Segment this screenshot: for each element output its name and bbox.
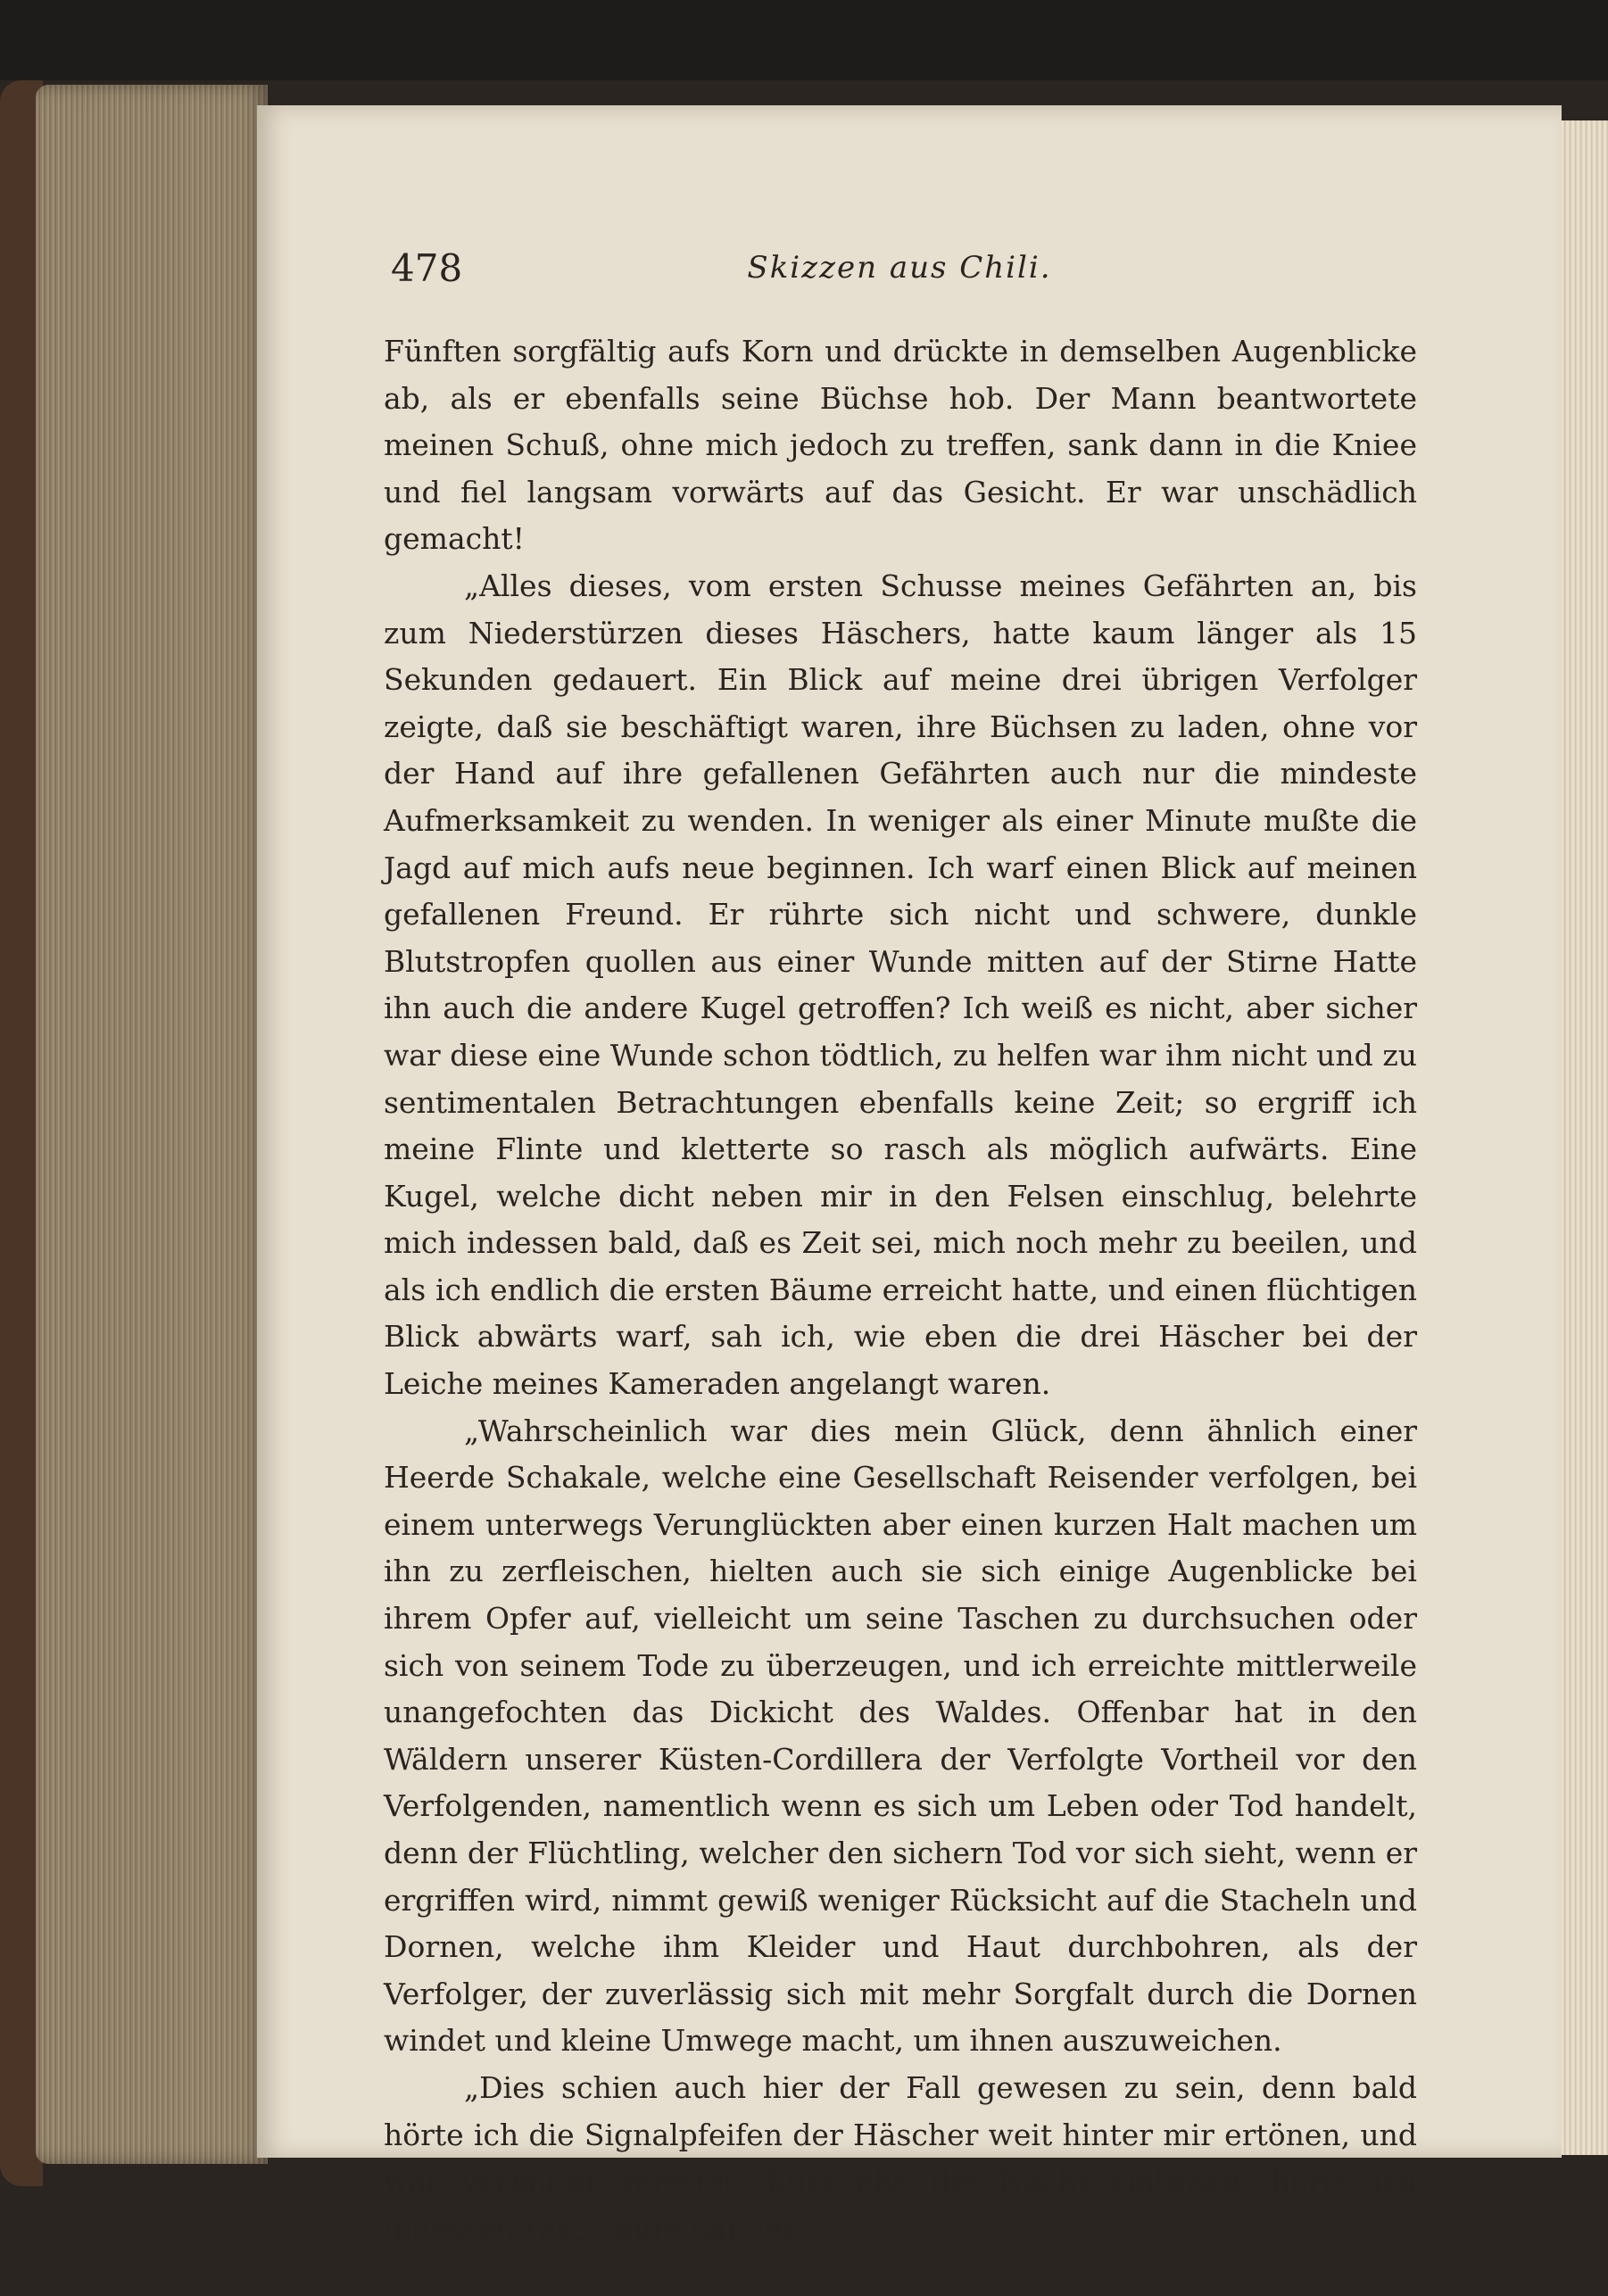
paragraph: „Alles dieses, vom ersten Schusse meines Gefährten an, bis zum Niederstürzen dieses Häschers, hatte kaum länger als 15 Sekunden gedauert. Ein Blick auf meine drei übrigen Verfolger zeigte, daß sie beschäftigt waren, ihre Büchsen zu laden, ohne vor der Hand auf ihre gefallenen Gefährten auch nur die mindeste Aufmerksamkeit zu wenden. In weniger als einer Minute mußte die Jagd auf mich aufs neue beginnen. Ich warf einen Blick auf meinen gefallenen Freund. Er rührte sich nicht und schwere, dunkle Blutstropfen quollen aus einer Wunde mitten auf der Stirne Hatte ihn auch die andere Kugel getroffen? Ich weiß es nicht, aber sicher war diese eine Wunde schon tödtlich, zu helfen war ihm nicht und zu sentimentalen Betrachtungen ebenfalls keine Zeit; so ergriff ich meine Flinte und kletterte so rasch als möglich aufwärts. Eine Kugel, welche dicht neben mir in den Felsen einschlug, belehrte mich indessen bald, daß es Zeit sei, mich noch mehr zu beeilen, und als ich endlich die ersten Bäume erreicht hatte, und einen flüchtigen Blick abwärts warf, sah ich, wie eben die drei Häscher bei der Leiche meines Kameraden angelangt waren. xyxy=(384,568,1417,1402)
page-stack-right xyxy=(1560,120,1608,2155)
page-stack-left xyxy=(36,85,268,2164)
body-text xyxy=(384,328,1417,2252)
paragraph: „Wahrscheinlich war dies mein Glück, denn ähnlich einer Heerde Schakale, welche eine Gesellschaft Reisender verfolgen, bei einem unterwegs Verunglückten aber einen kurzen Halt machen um ihn zu zerfleischen, hielten auch sie sich einige Augenblicke bei ihrem Opfer auf, vielleicht um seine Taschen zu durchsuchen oder sich von seinem Tode zu überzeugen, und ich erreichte mittlerweile unangefochten das Dickicht des Waldes. Offenbar hat in den Wäldern unserer Küsten-Cordillera der Verfolgte Vortheil vor den Verfolgenden, namentlich wenn es sich um Leben oder Tod handelt, denn der Flüchtling, welcher den sichern Tod vor sich sieht, wenn er ergriffen wird, nimmt gewiß weniger Rücksicht auf die Stacheln und Dornen, welche ihm Kleider und Haut durchbohren, als der Verfolger, der zuverlässig sich mit mehr Sorgfalt durch die Dornen windet und kleine Umwege macht, um ihnen auszuweichen. xyxy=(384,1413,1417,2059)
book-page xyxy=(257,105,1562,2246)
running-title: Skizzen aus Chili. xyxy=(747,250,1052,286)
page-number: 478 xyxy=(391,246,463,290)
paragraph: „Dies schien auch hier der Fall gewesen zu sein, denn bald hörte ich die Signalpfeifen der Häscher weit hinter mir ertönen, und war vorläufig gerettet. Kurz ehe die Nacht einbrach, hörte ich indessen rasch aufeinander- xyxy=(384,2069,1417,2246)
paragraph: Fünften sorgfältig aufs Korn und drückte in demselben Augenblicke ab, als er ebenfalls seine Büchse hob. Der Mann beantwortete meinen Schuß, ohne mich jedoch zu treffen, sank dann in die Kniee und fiel langsam vorwärts auf das Gesicht. Er war unschädlich gemacht! xyxy=(384,334,1417,557)
page-header xyxy=(391,246,1408,300)
